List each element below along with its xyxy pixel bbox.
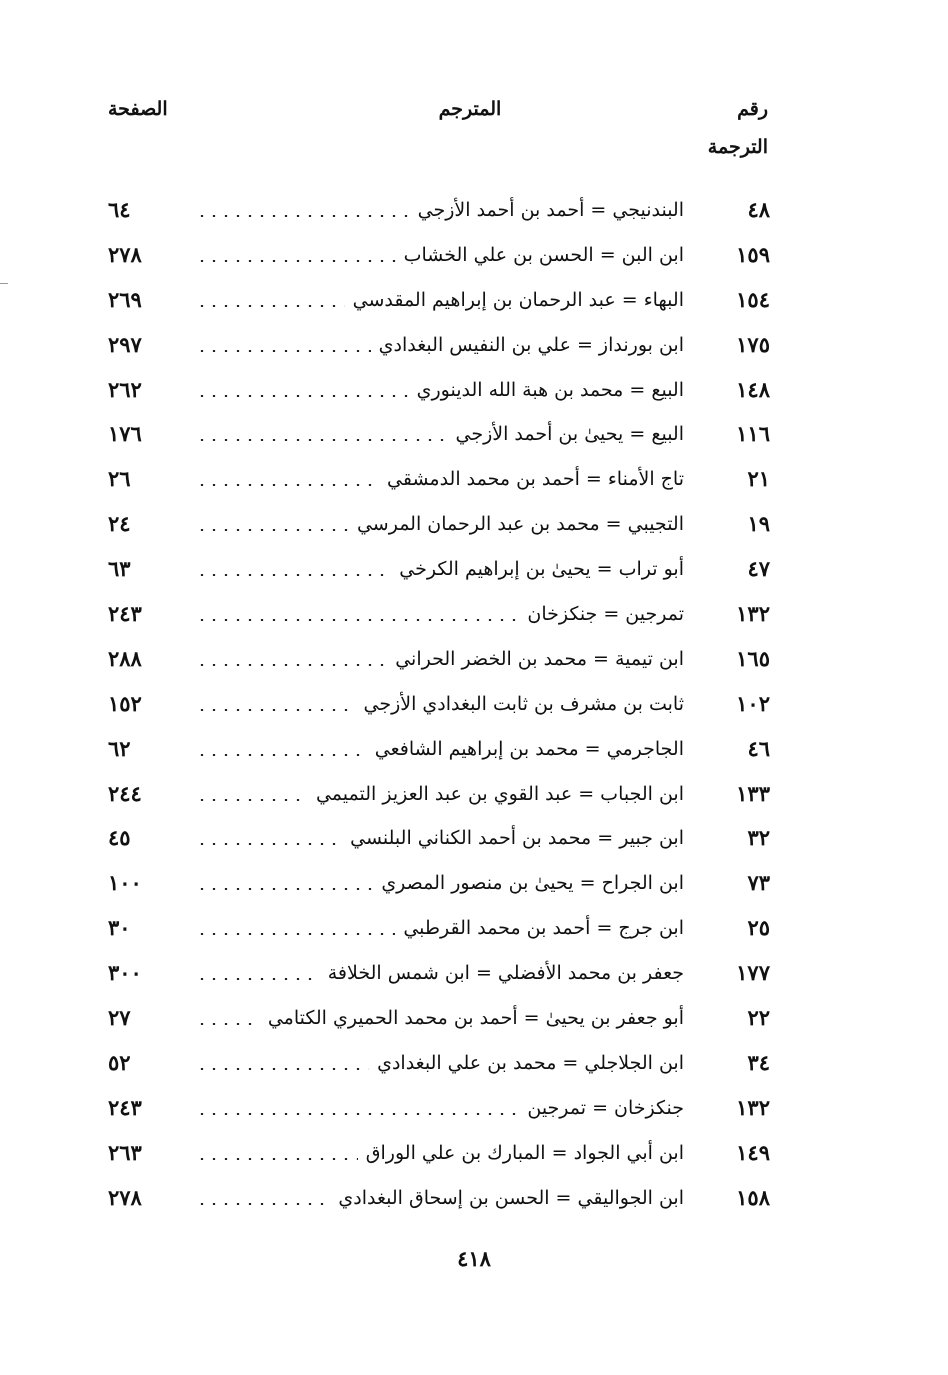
- entry-number: ١٣٢: [736, 1094, 770, 1120]
- entry-number: ١٥٩: [736, 241, 770, 267]
- dot-leader: [196, 305, 345, 307]
- entry-page: ٢٧: [108, 1005, 131, 1031]
- dot-leader: [196, 933, 395, 935]
- entry-number: ٤٧: [747, 556, 770, 582]
- index-row: [100, 682, 770, 727]
- dot-leader: [196, 1023, 260, 1025]
- entry-name-wrap: [196, 682, 684, 726]
- dot-leader: [196, 574, 391, 576]
- entry-name-wrap: [196, 1131, 684, 1175]
- entry-name: أبو تراب = يحيىٰ بن إبراهيم الكرخي: [399, 558, 684, 581]
- dot-leader: [196, 799, 308, 801]
- index-row: [100, 547, 770, 592]
- entry-page: ٢٦٩: [108, 286, 142, 312]
- entry-name-wrap: [196, 816, 684, 860]
- index-list: [100, 188, 770, 1220]
- dot-leader: [196, 529, 349, 531]
- column-header-entry-number: [688, 90, 768, 166]
- entry-name-wrap: [196, 233, 684, 277]
- entry-page: ٢٦٢: [108, 376, 142, 402]
- dot-leader: [196, 843, 342, 845]
- dot-leader: [196, 1158, 358, 1160]
- entry-page: ٢٤٣: [108, 1094, 142, 1120]
- index-row: [100, 188, 770, 233]
- entry-number: ١٤٨: [736, 376, 770, 402]
- entry-name: ثابت بن مشرف بن ثابت البغدادي الأزجي: [363, 692, 684, 715]
- entry-name-wrap: [196, 1176, 684, 1220]
- entry-page: ٦٤: [108, 197, 131, 222]
- entry-number: ١٧٧: [736, 960, 770, 986]
- entry-name: ابن أبي الجواد = المبارك بن علي الوراق: [365, 1141, 684, 1164]
- index-row: [100, 861, 770, 906]
- index-row: [100, 951, 770, 996]
- entry-page: ٦٣: [108, 556, 131, 582]
- entry-name-wrap: [196, 727, 684, 771]
- entry-page: ١٥٢: [108, 690, 142, 716]
- entry-page: ٢٨٨: [108, 645, 142, 671]
- dot-leader: [196, 1113, 519, 1115]
- column-header-entry-number-line2: الترجمة: [707, 136, 768, 158]
- entry-name: البندنيجي = أحمد بن أحمد الأزجي: [417, 199, 684, 221]
- dot-leader: [196, 978, 320, 980]
- entry-name-wrap: [196, 996, 684, 1040]
- index-row: [100, 412, 770, 457]
- margin-mark: [0, 283, 8, 284]
- entry-name-wrap: [196, 772, 684, 816]
- entry-name-wrap: [196, 188, 684, 232]
- entry-page: ١٠٠: [108, 870, 142, 896]
- entry-name: ابن جبير = محمد بن أحمد الكناني البلنسي: [350, 827, 684, 850]
- entry-name: جعفر بن محمد الأفضلي = ابن شمس الخلافة: [327, 962, 684, 985]
- entry-number: ٧٣: [747, 870, 770, 896]
- index-row: [100, 278, 770, 323]
- dot-leader: [196, 1068, 369, 1070]
- index-row: [100, 1131, 770, 1176]
- index-row: [100, 816, 770, 861]
- entry-name-wrap: [196, 906, 684, 950]
- dot-leader: [196, 619, 519, 621]
- entry-name-wrap: [196, 278, 684, 322]
- dot-leader: [196, 888, 373, 890]
- entry-name-wrap: [196, 1086, 684, 1130]
- entry-number: ١٥٤: [736, 286, 770, 312]
- entry-page: ٢٧٨: [108, 1184, 142, 1210]
- index-row: [100, 772, 770, 817]
- entry-page: ٤٥: [108, 825, 131, 851]
- entry-number: ١٧٥: [736, 331, 770, 357]
- entry-page: ٢٤٣: [108, 601, 142, 627]
- entry-name: تاج الأمناء = أحمد بن محمد الدمشقي: [387, 468, 684, 491]
- index-row: [100, 457, 770, 502]
- index-row: [100, 502, 770, 547]
- entry-name-wrap: [196, 502, 684, 546]
- entry-page: ٢٤٤: [108, 780, 142, 806]
- entry-name: الجاجرمي = محمد بن إبراهيم الشافعي: [374, 737, 684, 760]
- entry-name: ابن الجواليقي = الحسن بن إسحاق البغدادي: [338, 1186, 684, 1209]
- entry-name: ابن تيمية = محمد بن الخضر الحراني: [395, 647, 684, 670]
- entry-name: البيع = يحيىٰ بن أحمد الأزجي: [455, 423, 684, 446]
- entry-name-wrap: [196, 368, 684, 412]
- entry-page: ٣٠: [108, 915, 131, 941]
- entry-name: ابن البن = الحسن بن علي الخشاب: [403, 243, 684, 266]
- entry-number: ١٣٢: [736, 601, 770, 627]
- dot-leader: [196, 350, 371, 352]
- entry-name: التجيبي = محمد بن عبد الرحمان المرسي: [356, 513, 684, 536]
- entry-name-wrap: [196, 323, 684, 367]
- entry-name: ابن الجلاجلي = محمد بن علي البغدادي: [377, 1051, 684, 1074]
- entry-name: ابن جرج = أحمد بن محمد القرطبي: [403, 917, 684, 940]
- entry-name: البيع = محمد بن هبة الله الدينوري: [416, 378, 684, 401]
- entry-name-wrap: [196, 861, 684, 905]
- entry-number: ٢٢: [747, 1005, 770, 1031]
- entry-name: ابن بورنداز = علي بن النفيس البغدادي: [378, 333, 684, 356]
- entry-number: ١٣٣: [736, 780, 770, 806]
- index-row: [100, 323, 770, 368]
- index-row: [100, 906, 770, 951]
- index-row: [100, 637, 770, 682]
- entry-name-wrap: [196, 951, 684, 995]
- entry-name: جنكزخان = تمرجين: [527, 1096, 684, 1119]
- entry-number: ٣٢: [747, 825, 770, 851]
- column-header-page: الصفحة: [108, 98, 168, 120]
- entry-name-wrap: [196, 1041, 684, 1085]
- entry-number: ١٩: [747, 511, 770, 537]
- index-row: [100, 1041, 770, 1086]
- entry-number: ٣٤: [747, 1049, 770, 1075]
- entry-page: ٣٠٠: [108, 960, 142, 986]
- index-row: [100, 1086, 770, 1131]
- entry-name: البهاء = عبد الرحمان بن إبراهيم المقدسي: [352, 288, 684, 311]
- entry-name: أبو جعفر بن يحيىٰ = أحمد بن محمد الحميري الكتامي: [267, 1007, 684, 1030]
- entry-page: ٢٧٨: [108, 241, 142, 267]
- entry-page: ٢٦٣: [108, 1139, 142, 1165]
- entry-number: ٢٥: [747, 915, 770, 941]
- entry-number: ١٥٨: [736, 1184, 770, 1210]
- entry-page: ٢٤: [108, 511, 131, 537]
- entry-page: ٦٢: [108, 735, 131, 761]
- entry-name-wrap: [196, 592, 684, 636]
- entry-page: ٢٦: [108, 466, 131, 492]
- entry-page: ١٧٦: [108, 421, 142, 447]
- page-number: ٤١٨: [457, 1246, 491, 1271]
- entry-number: ١٤٩: [736, 1139, 770, 1165]
- entry-number: ١٠٢: [736, 690, 770, 716]
- dot-leader: [196, 1203, 330, 1205]
- index-row: [100, 368, 770, 413]
- entry-number: ١٦٥: [736, 645, 770, 671]
- dot-leader: [196, 395, 409, 397]
- entry-number: ١١٦: [736, 421, 770, 447]
- entry-number: ٤٨: [747, 197, 770, 222]
- entry-name-wrap: [196, 547, 684, 591]
- entry-name-wrap: [196, 412, 684, 456]
- index-row: [100, 727, 770, 772]
- entry-number: ٢١: [747, 466, 770, 492]
- entry-page: ٢٩٧: [108, 331, 142, 357]
- column-header-name: المترجم: [438, 98, 502, 120]
- index-row: [100, 1176, 770, 1221]
- dot-leader: [196, 664, 387, 666]
- entry-page: ٥٢: [108, 1049, 131, 1075]
- entry-name: ابن الجراح = يحيىٰ بن منصور المصري: [381, 872, 684, 895]
- entry-name: تمرجين = جنكزخان: [527, 603, 684, 626]
- index-row: [100, 996, 770, 1041]
- index-row: [100, 592, 770, 637]
- entry-number: ٤٦: [747, 735, 770, 761]
- entry-name: ابن الجباب = عبد القوي بن عبد العزيز التميمي: [315, 782, 684, 805]
- index-row: [100, 233, 770, 278]
- dot-leader: [196, 260, 396, 262]
- entry-name-wrap: [196, 637, 684, 681]
- dot-leader: [196, 754, 367, 756]
- entry-name-wrap: [196, 457, 684, 501]
- column-header-entry-number-line1: رقم: [737, 98, 768, 120]
- dot-leader: [196, 484, 379, 486]
- dot-leader: [196, 709, 355, 711]
- dot-leader: [196, 215, 410, 217]
- dot-leader: [196, 439, 448, 441]
